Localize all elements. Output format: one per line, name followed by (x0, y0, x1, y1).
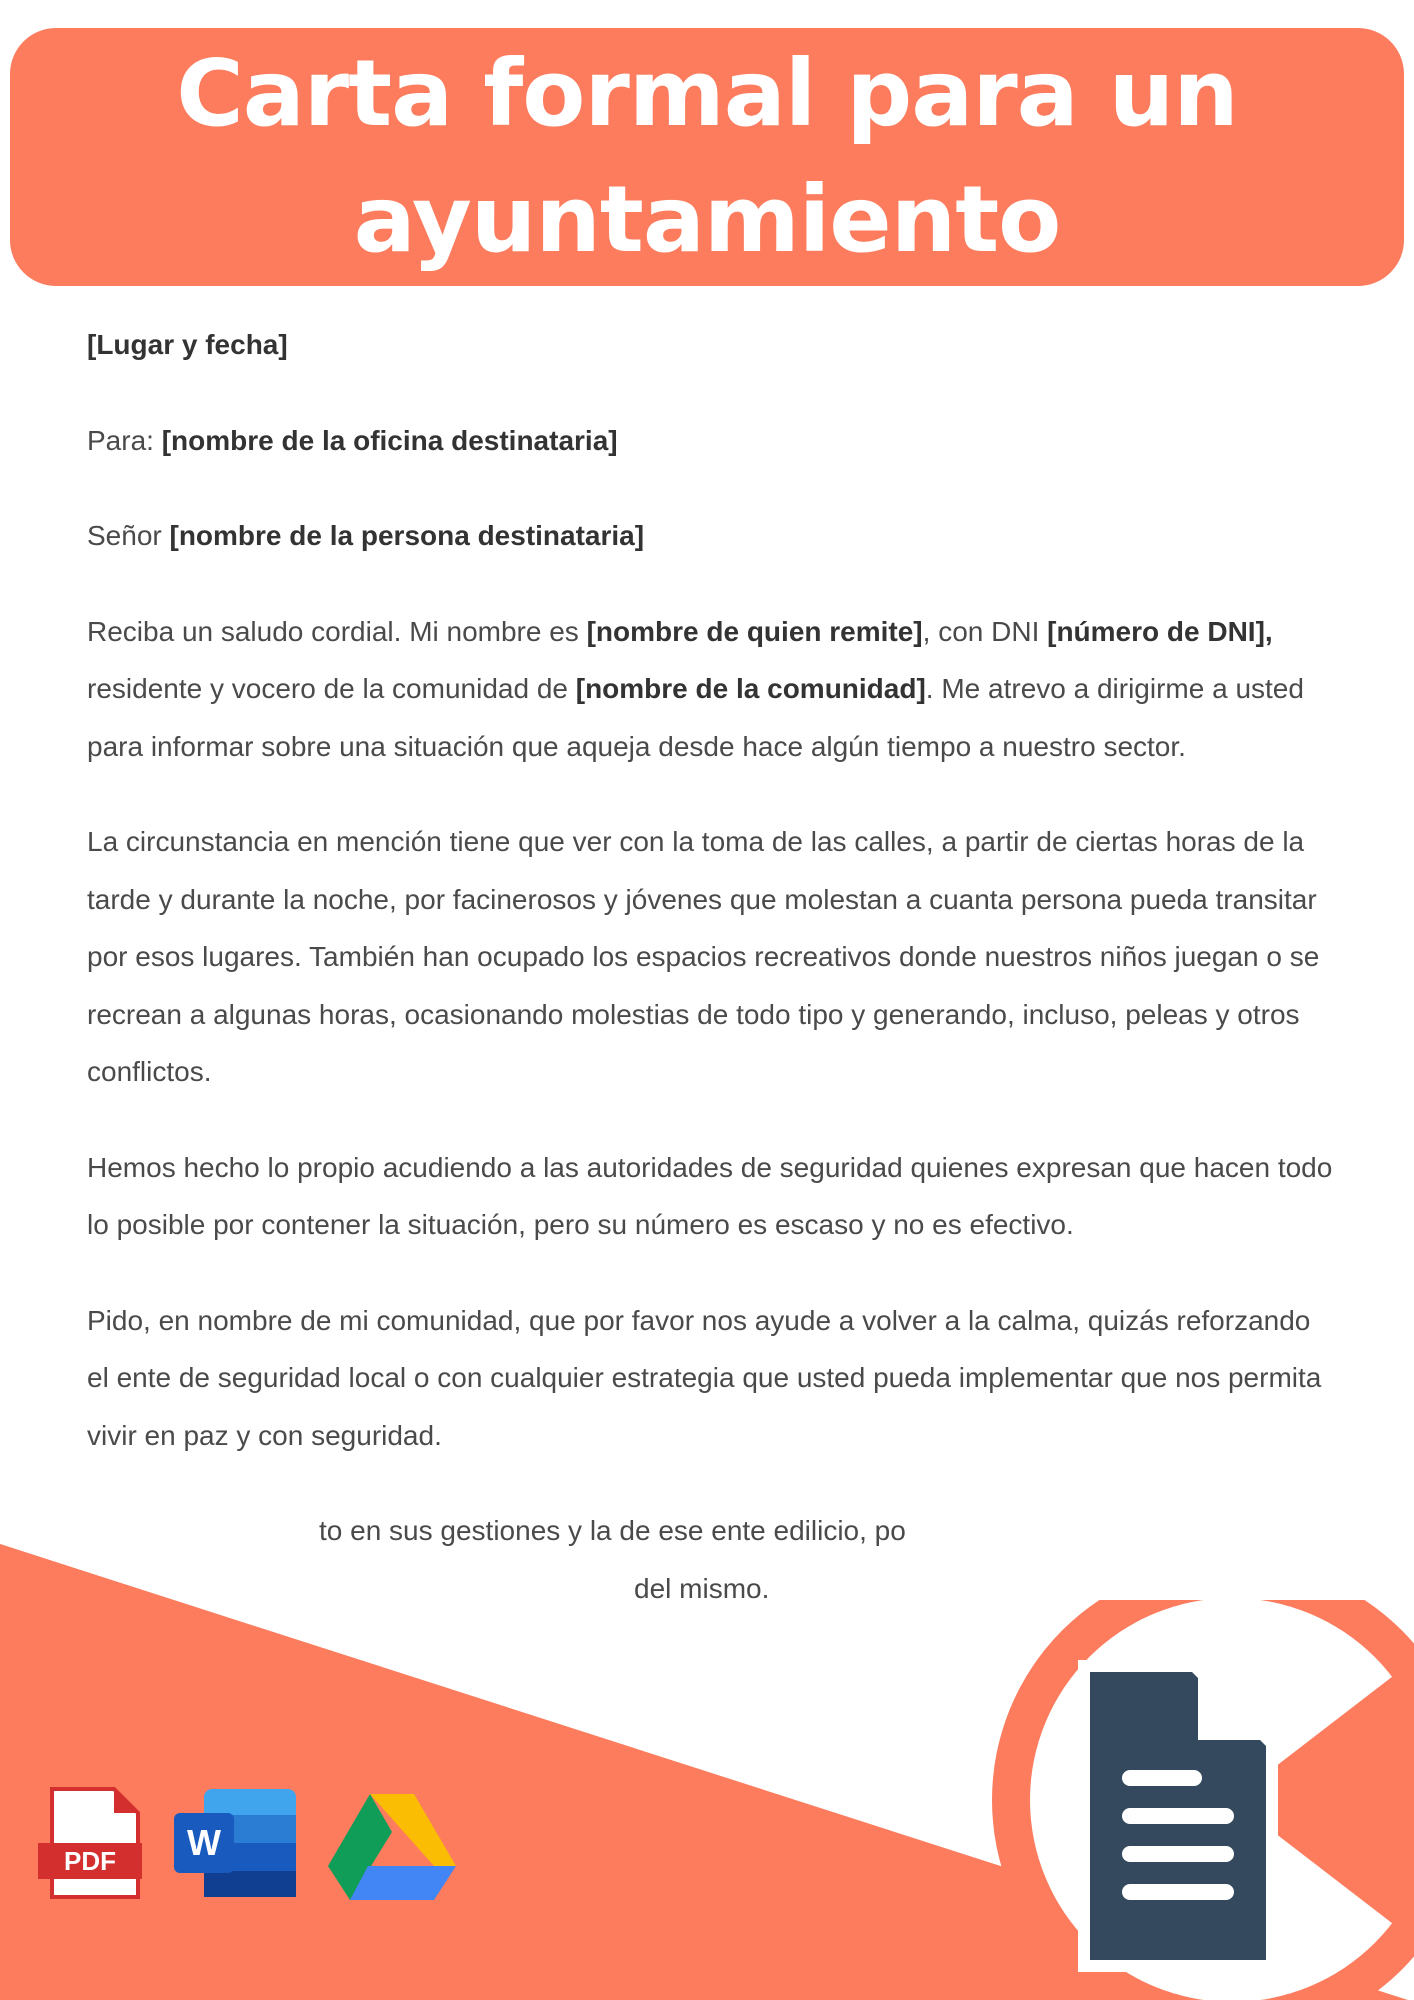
date-placeholder: [Lugar y fecha] (87, 329, 288, 360)
para-label: Para: (87, 424, 154, 456)
letter-recipient-office (87, 412, 1337, 470)
pdf-icon-label: PDF (64, 1846, 116, 1876)
person-placeholder: [nombre de la persona destinataria] (169, 520, 645, 551)
google-drive-icon[interactable] (328, 1792, 456, 1900)
letter-body (87, 316, 1337, 1655)
pdf-icon[interactable] (38, 1787, 142, 1899)
page-title-line-2: ayuntamiento (353, 166, 1061, 273)
document-logo-icon (970, 1600, 1414, 2000)
word-icon[interactable] (170, 1787, 298, 1899)
p1-text-g: . Me atrevo a dirigirme a usted para informar sobre una situación que aqueja desde hace algún tiempo a nuestro sector. (87, 673, 1304, 762)
p1-text-a: Reciba un saludo cordial. Mi nombre es (87, 615, 587, 647)
letter-paragraph-4: Pido, en nombre de mi comunidad, que por favor nos ayude a volver a la calma, quizás reforzando el ente de seguridad local o con cualquier estrategia que usted pueda implementar que nos permita vivir en paz y con seguridad. (87, 1304, 1322, 1451)
letter-date (87, 316, 1337, 374)
p5-line-2: del mismo. (634, 1572, 770, 1604)
title-banner (10, 28, 1404, 286)
senor-label: Señor (87, 520, 162, 551)
office-placeholder: [nombre de la oficina destinataria] (161, 424, 618, 456)
p5-line-1: to en sus gestiones y la de ese ente edilicio, po (319, 1515, 906, 1546)
page-title-line-1: Carta formal para un (176, 40, 1238, 147)
sender-placeholder: [nombre de quien remite] (586, 615, 923, 647)
word-icon-letter: W (187, 1822, 221, 1863)
letter-paragraph-2: La circunstancia en mención tiene que ver con la toma de las calles, a partir de ciertas horas de la tarde y durante la noche, por facinerosos y jóvenes que molestan a cuanta persona pueda transitar por esos lugares. También han ocupado los espacios recreativos donde nuestros niños juegan o se recrean a algunas horas, ocasionando molestias de todo tipo y generando, incluso, peleas y otros conflictos. (87, 826, 1320, 1087)
letter-paragraph-1 (87, 603, 1337, 776)
letter-paragraph-3: Hemos hecho lo propio acudiendo a las autoridades de seguridad quienes expresan que hacen todo lo posible por contener la situación, pero su número es escaso y no es efectivo. (87, 1151, 1333, 1240)
community-placeholder: [nombre de la comunidad] (575, 673, 926, 704)
dni-placeholder: [número de DNI], (1047, 615, 1273, 647)
letter-recipient-person (87, 507, 1337, 565)
p1-text-c: , con DNI (922, 615, 1048, 647)
p1-text-e: residente y vocero de la comunidad de (87, 673, 576, 704)
